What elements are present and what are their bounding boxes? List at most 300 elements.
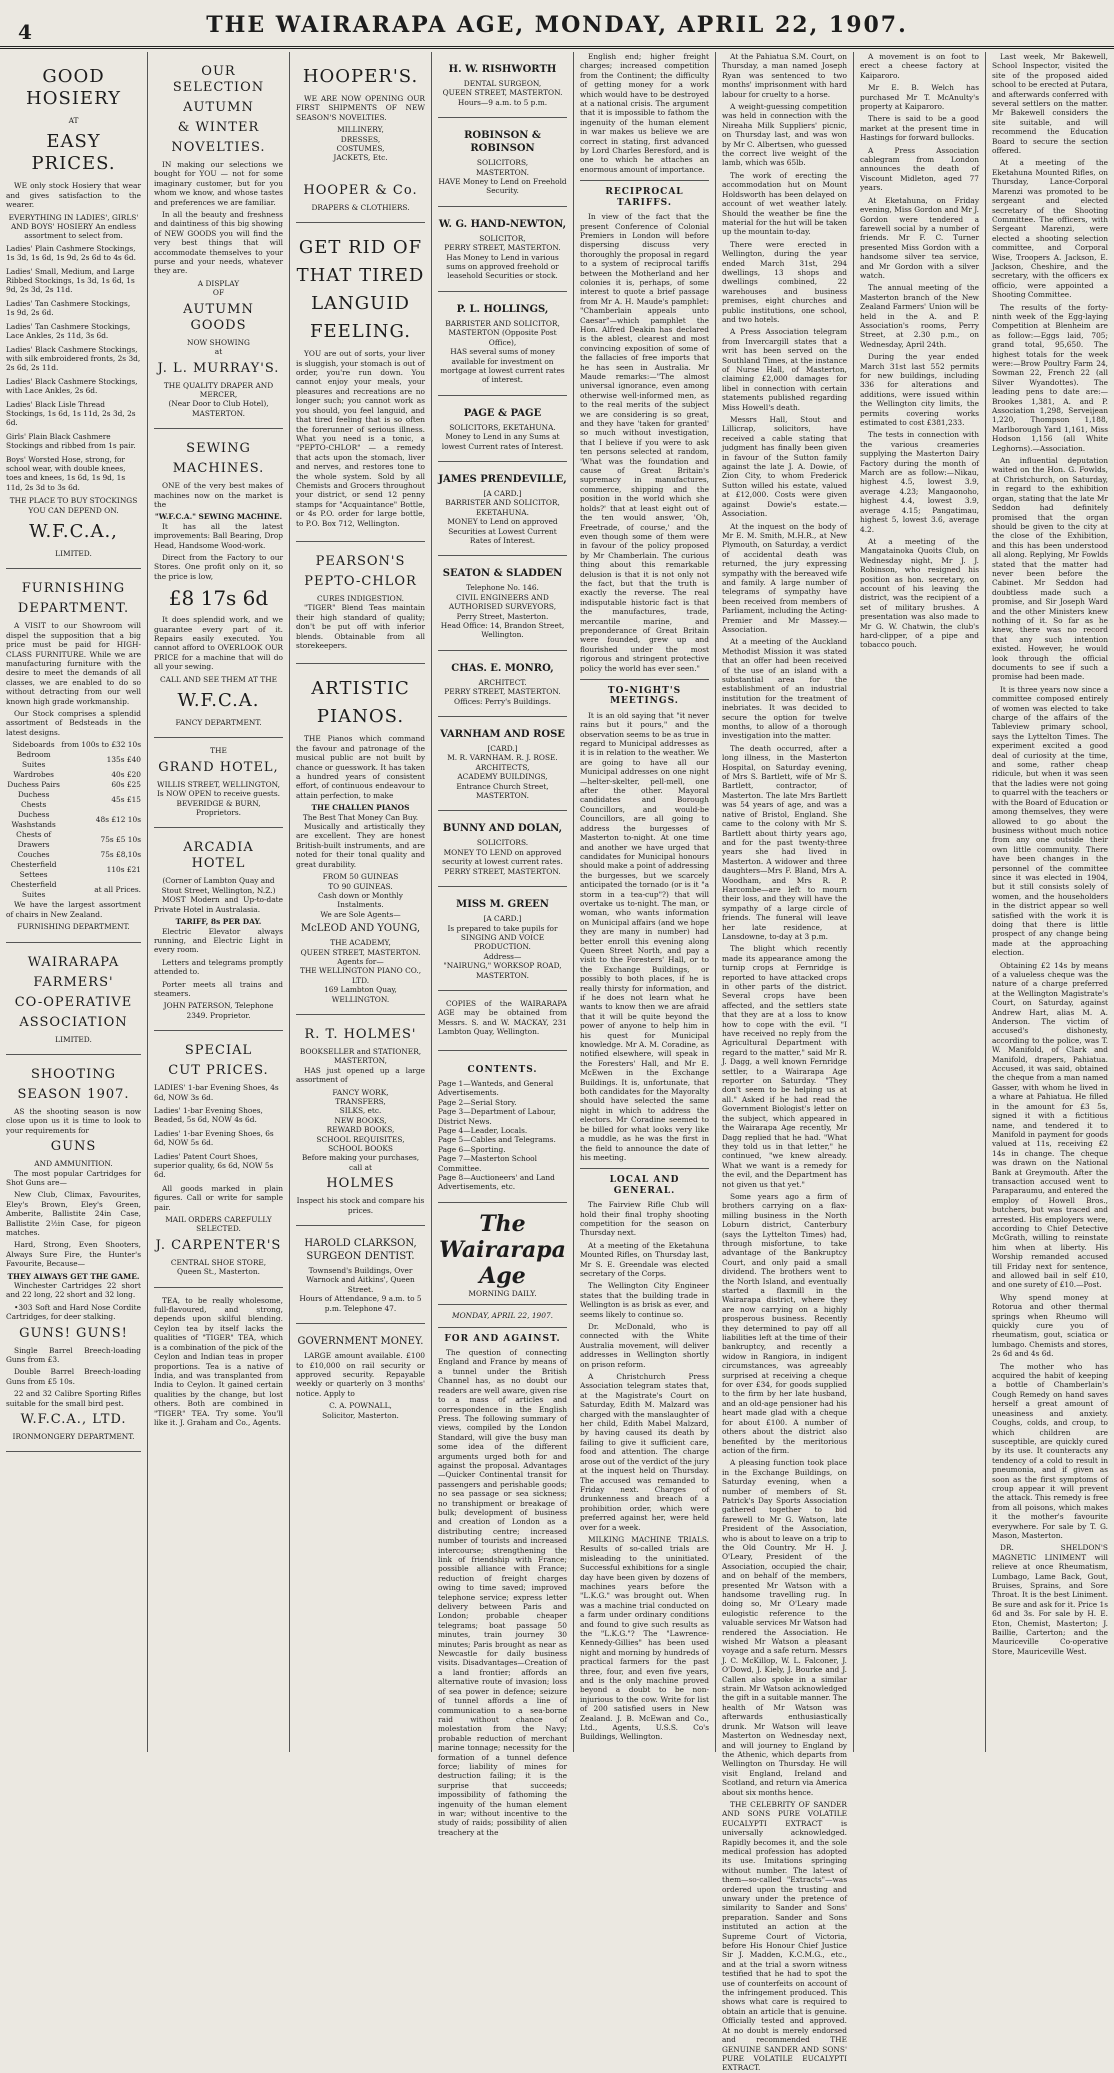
holmes-body-2: Before making your purchases, call at bbox=[301, 1153, 420, 1172]
arcadia-body: MOST Modern and Up-to-date Private Hotel in Australasia. bbox=[154, 895, 283, 914]
card-line: PERRY STREET, MASTERTON. bbox=[444, 866, 561, 876]
card-line: ACADEMY BUILDINGS, bbox=[457, 772, 548, 782]
card-name: SEATON & SLADDEN bbox=[442, 568, 563, 580]
sewing-body-2: It has all the latest improvements: Ball Bearing, Drop Head, Handsome Wood-work. bbox=[154, 521, 283, 550]
shooting-ammunition: AND AMMUNITION. bbox=[34, 1159, 113, 1169]
news-paragraph: The results of the forty-ninth week of the Egg-laying Competition at Blenheim are as follow:—Eggs laid, 705; grand total, 95,650. The highest totals for the week were:—Brow Poultry Farm 24, Sowman 22, French 22 (all Silver Wyandottes). The leading pens to date are:—Brookes 1,381, A. and P. Association 1,298, Serveijean 1,220, Thompson 1,188, Marlborough Yard 1,161, Miss Hodson 1,156 (all White Leghorns).—Association. bbox=[992, 302, 1108, 453]
arcadia-body-2: Electric Elevator always running, and Electric Light in every room. bbox=[154, 926, 283, 955]
professional-card bbox=[438, 118, 567, 207]
contents-heading: CONTENTS. bbox=[467, 1064, 538, 1075]
card-name: H. W. RISHWORTH bbox=[448, 64, 557, 75]
furnishing-dept: FURNISHING DEPARTMENT. bbox=[17, 922, 130, 932]
furnishing-heading: FURNISHING bbox=[21, 581, 126, 597]
news-paragraph: The blight which recently made its appearance among the turnip crops at Fernridge is reported to have attacked crops in other parts of the district. Several crops have been affected, and the settlers state that they are at a loss to know how to cope with the evil. "I have received no reply from the Agricultural Department with regard to the matter," said Mr R. J. Dagg, a well known Fernridge settler, to a Wairarapa Age reporter on Saturday. "They don't seem to be helping us at all." Asked if he had read the Government Biologist's letter on the subject, which appeared in the Wairarapa Age recently, Mr Dagg replied that he had. "What they told us in that letter," he continued, "we knew already. What we want is a remedy for the evil, and the Department has not given us that yet." bbox=[722, 944, 847, 1189]
local-paragraph: The Wellington City Engineer states that the building trade in Wellington is as brisk as ever, and seems likely to continue so. bbox=[580, 1281, 709, 1319]
selection-body: IN making our selections we bought for YOU — not for some imaginary customer, but for you whom we know, and whose tastes and preferences we are familiar. bbox=[154, 160, 283, 207]
special-heading-2: CUT PRICES. bbox=[168, 1063, 269, 1079]
pianos-agents: We are Sole Agents— bbox=[320, 909, 401, 919]
contents-item: Page 8—Auctioneers' and Land Advertisements, etc. bbox=[438, 1173, 555, 1192]
special-item: Ladies' 1-bar Evening Shoes, Beaded, 5s 6d, NOW 4s 6d. bbox=[154, 1105, 263, 1125]
table-row: Chesterfield Settees 110s £21 bbox=[10, 860, 141, 880]
shooting-guns-2: GUNS! GUNS! bbox=[19, 1325, 128, 1341]
mcleod-address: QUEEN STREET, MASTERTON. bbox=[300, 947, 421, 957]
hooper-item: MILLINERY, bbox=[337, 125, 384, 135]
tired-heading: THAT TIRED bbox=[296, 265, 425, 287]
shooting-guns: GUNS bbox=[50, 1139, 97, 1155]
arcadia-proprietor: JOHN PATERSON, Telephone 2349. Proprietor. bbox=[163, 1001, 274, 1020]
hooper-sub: DRAPERS & CLOTHIERS. bbox=[311, 202, 410, 212]
paper-date: MONDAY, APRIL 22, 1907. bbox=[452, 1311, 553, 1321]
card-line: Perry Street, Masterton. bbox=[456, 611, 549, 621]
holmes-item: FANCY WORK, bbox=[332, 1087, 389, 1097]
special-ad bbox=[154, 1031, 283, 1288]
pianos-to: TO 90 GUINEAS. bbox=[328, 881, 393, 891]
card-line: "NAIRUNG," WORKSOP ROAD, MASTERTON. bbox=[443, 961, 562, 980]
local-paragraph: MILKING MACHINE TRIALS. Results of so-called trials are misleading to the uninitiated. Successful exhibitions for a single day have been given by dozens of machines years before the "L.K.G." was brought out. When was a machine trial conducted on a farm under ordinary conditions and found to give such results as the "L.K.G."? The "Lawrence-Kennedy-Gillies" has been used night and morning by hundreds of practical farmers for the past three, four, and even five years, and is the only machine proved beyond a doubt to be non-injurious to the cow. Write for list of 200 satisfied users in New Zealand. J. B. McEwan and Co., Ltd., Agents, U.S.S. Co's Buildings, Wellington. bbox=[580, 1534, 709, 1742]
table-row: Chesterfield Suites at all Prices. bbox=[10, 880, 141, 900]
meetings-paragraph: It is an old saying that "it never rains but it pours," and the observation seems to be as true in regard to Municipal addresses as it is in relation to the weather. We are going to have all our Municipal addresses on one night—helter-skelter, pell-mell, one after the other. Mayoral candidates and Borough Councillors, and would-be Councillors, are all going to address the burgesses of Masterton to-night. At one time and another we have urged that candidates for Municipal honours should make a point of addressing the burgesses, but we scarcely anticipated the tornado (or is it "a storm in a tea-cup"?) that will overtake us to-night. The man, or woman, who wants information on Municipal affairs (and we hope they are many in number) had better enroll this evening along Queen Street North, and pay a visit to the Foresters' Hall, or to the Exchange Buildings, or possibly to both places, if he is really thirsty for information, and if he does not learn what he wants to know then we are afraid that it will be quite beyond the power of anyone to help him in his quest for Municipal knowledge. Mr A. M. Coradine, as notified elsewhere, will speak in the Foresters' Hall, and Mr E. McEwen in the Exchange Buildings. It is, unfortunate, that both candidates for the Mayoralty should have selected the same night in which to address the electors. Mr Coradine seemed to be billed for what looks very like a muddle, as he was the first in the field to announce the date of his meeting. bbox=[580, 710, 709, 1162]
news-paragraph: There were erected in Wellington, during the year ended March 31st, 294 dwellings, 13 shops and dwellings combined, 22 warehouses and business premises, eight churches and public institutions, one school, and two hotels. bbox=[722, 239, 847, 324]
tariffs-paragraph: In view of the fact that the present Conference of Colonial Premiers in London will before dispersing discuss very thoroughly the proposal in regard to a system of reciprocal tariffs between the Motherland and her colonies it is, perhaps, of some interest to quote a brief passage from Mr A. H. Maude's pamphlet: "Chamberlain appeals unto Caesar"—which pamphlet the Hon. Alfred Deakin has declared is the ablest, clearest and most convincing exposition of some of the fallacies of free imports that he has seen in Australia. Mr Maude remarks:—"The almost universal ignorance, even among otherwise well-informed men, as to the real merits of the subject we are considering is so great, and they have 'taken for granted' so much without investigation, that I believe if you were to ask ten persons selected at random, 'What was the foundation and cause of Great Britain's supremacy in manufactures, commerce, shipping and the position in the world which she holds?' that at least eight out of the ten would answer, 'Oh, Freetrade, of course,' and the even though some of them were in favour of the policy proposed by Mr Chamberlain. The curious thing about this remarkable delusion is that it is not only not the fact, but that the truth is exactly the reverse. The real indisputable historic fact is that the manufactures, trade, mercantile marine, and preponderance of Great Britain were founded, grew up and flourished under the most rigorous and stringent protective policy the world has ever seen." bbox=[580, 212, 709, 673]
table-row: Chests of Drawers 75s £5 10s bbox=[16, 830, 141, 850]
news-paragraph: The tests in connection with the various creameries supplying the Masterton Dairy Factory during the month of March are as follow:—Nikau, highest 4.5, lowest 3.9, average 4.23; Mangaonoho, highest 4.4, lowest 3.9, average 4.15; Pangatimau, highest 5, lowest 3.6, average 4.2. bbox=[860, 430, 979, 534]
clarkson-hours: Hours of Attendance, 9 a.m. to 5 p.m. Telephone 47. bbox=[299, 1294, 422, 1313]
paper-sub: MORNING DAILY. bbox=[468, 1288, 537, 1298]
card-line: Head Office: 14, Brandon Street, Wellington. bbox=[440, 621, 565, 640]
carpenter-address: Queen St., Masterton. bbox=[177, 1267, 260, 1277]
contents-item: Page 6—Sporting. bbox=[438, 1144, 506, 1154]
holmes-firm: HOLMES bbox=[326, 1176, 395, 1192]
sewing-body-3: Direct from the Factory to our Stores. One profit only on it, so the price is low, bbox=[154, 552, 283, 581]
selection-heading: OUR SELECTION bbox=[172, 64, 265, 95]
grand-line: Is NOW OPEN to receive guests. bbox=[157, 789, 280, 799]
table-row: Duchess Washstands 48s £12 10s bbox=[11, 810, 141, 830]
hooper-item: JACKETS, Etc. bbox=[333, 153, 388, 163]
selection-body-2: In all the beauty and freshness and daintiness of this big showing of NEW GOODS you will find the very best things that will accommodate themselves to your purse and your needs, whatever they are. bbox=[154, 210, 283, 276]
grand-hotel-name: GRAND HOTEL, bbox=[158, 759, 279, 775]
leader-continued: English end; higher freight charges; increased competition from the Continent; the difficulty of getting money for a work which would have to be destroyed at a national crisis. The argument that it is impossible to fathom the ingenuity of the human element in war makes us believe we are correct in stating, first advanced by Lord Charles Beresford, and is one to which he attaches an enormous amount of importance. bbox=[580, 52, 709, 174]
card-line: PERRY STREET, MASTERTON. bbox=[444, 687, 561, 697]
sewing-model: "W.F.C.A." SEWING MACHINE. bbox=[154, 512, 283, 522]
wfca-limited: LIMITED. bbox=[55, 1034, 92, 1044]
hosiery-sub: EVERYTHING IN LADIES', GIRLS' AND BOYS' HOSIERY An endless assortment to select from. bbox=[8, 212, 139, 241]
pianos-make: THE CHALLEN PIANOS bbox=[311, 803, 410, 813]
hosiery-item: Ladies' Tan Cashmere Stockings, 1s 9d, 2s 6d. bbox=[6, 298, 131, 318]
furnishing-heading-2: DEPARTMENT. bbox=[17, 601, 130, 617]
selection-ad bbox=[154, 52, 283, 429]
hosiery-heading-2: EASY PRICES. bbox=[31, 131, 116, 175]
wfca-line: CO-OPERATIVE bbox=[14, 994, 133, 1010]
clarkson-ad bbox=[296, 1226, 425, 1324]
news-paragraph: Some years ago a firm of brothers carrying on a flax-milling business in the North Loburn district, Canterbury (says the Lyttelton Times) had, through misfortune, to take advantage of the Bankruptcy Court, and only paid a small dividend. The brothers went to the North Island, and eventually started a flaxmill in the Wairarapa district, where they are now carrying on a highly prosperous business. Recently they determined to pay off all liabilities left at the time of their bankruptcy, and recently a widow in Rangiora, in indigent circumstances, was agreeably surprised at receiving a cheque for over £34, for goods supplied to the firm by her late husband, and an old-age pensioner had his heart made glad with a cheque for about £100. A number of others about the district also benefited by the meritorious action of the firm. bbox=[722, 1191, 847, 1455]
card-line: MONEY TO LEND on approved security at lowest current rates. bbox=[442, 847, 563, 867]
pownall-firm: C. A. POWNALL, bbox=[329, 1401, 392, 1411]
govt-money-body: LARGE amount available. £100 to £10,000 on rail security or approved security. Repayable weekly or quarterly on 3 months' notice. Apply to bbox=[296, 1351, 425, 1398]
shooting-body-2: The most popular Cartridges for Shot Guns are— bbox=[6, 1168, 141, 1187]
wfca-line: FARMERS' bbox=[33, 974, 114, 990]
hosiery-heading: GOOD HOSIERY bbox=[26, 66, 121, 109]
card-line: QUEEN STREET, MASTERTON. bbox=[442, 88, 563, 98]
pianos-agents-2: Agents for— bbox=[337, 956, 384, 966]
shooting-body-7: Single Barrel Breech-loading Guns from £3. bbox=[6, 1345, 141, 1365]
contents-item: Page 7—Masterton School Committee. bbox=[438, 1154, 537, 1173]
hosiery-limited: LIMITED. bbox=[55, 549, 92, 558]
shooting-body-4: Hard, Strong, Even Shooters, Always Sure Fire, the Hunter's Favourite, Because— bbox=[6, 1240, 141, 1269]
card-line: DENTAL SURGEON, bbox=[463, 79, 542, 88]
wfca-line: WAIRARAPA bbox=[27, 954, 120, 970]
card-line: Hours—9 a.m. to 5 p.m. bbox=[457, 97, 548, 107]
pianos-from: FROM 50 GUINEAS bbox=[322, 872, 399, 882]
pianos-body-2: Musically and artistically they are excellent. They are honest British-built instruments, and are noted for their tonal quality and great durability. bbox=[296, 822, 425, 869]
professional-card bbox=[438, 52, 567, 118]
sewing-body: ONE of the very best makes of machines now on the market is the bbox=[154, 481, 283, 509]
pianos-heading-2: PIANOS. bbox=[316, 706, 405, 728]
grand-line: WILLIS STREET, WELLINGTON, bbox=[157, 779, 280, 789]
carpenter-firm: J. CARPENTER'S bbox=[155, 1237, 282, 1253]
card-line: EKETAHUNA. bbox=[475, 507, 529, 517]
news-paragraph: A weight-guessing competition was held in connection with the Nireaha Milk Suppliers' picnic, on Thursday last, and was won by Mr C. Albertsen, who guessed the correct live weight of the lamb, which was 65lb. bbox=[722, 102, 847, 168]
tired-heading: FEELING. bbox=[309, 321, 412, 343]
professional-card bbox=[438, 207, 567, 292]
card-name: CHAS. E. MONRO, bbox=[451, 662, 554, 674]
table-row: Couches 75s £8,10s bbox=[17, 850, 141, 860]
shooting-tagline: THEY ALWAYS GET THE GAME. bbox=[7, 1271, 140, 1281]
card-line: Offices: Perry's Buildings. bbox=[454, 696, 551, 706]
card-line: BARRISTER AND SOLICITOR, bbox=[445, 498, 560, 508]
professional-cards bbox=[438, 52, 567, 991]
local-news-continued-3 bbox=[992, 52, 1108, 1656]
card-line: ARCHITECT. bbox=[478, 677, 527, 687]
arcadia-body-4: Porter meets all trains and steamers. bbox=[154, 979, 283, 998]
wfca-line: ASSOCIATION bbox=[19, 1014, 128, 1030]
local-paragraph: A Christchurch Press Association telegram states that, at the Magistrate's Court on Saturday, Edith M. Malzard was charged with the manslaughter of her child, Edith Mabel Malzard, by having caused its death by failing to give it sufficient care, food and attention. The charge arose out of the verdict of the jury at the inquest held on Thursday. The accused was remanded to Friday next. Charges of drunkenness and breach of a prohibition order, which were preferred against her, were held over for a week. bbox=[580, 1372, 709, 1532]
news-paragraph: Obtaining £2 14s by means of a valueless cheque was the nature of a charge preferred at the Wellington Magistrate's Court, on Saturday, against Andrew Hart, alias M. A. Anderson. The victim of accused's dishonesty, according to the police, was T. W. Manifold, of Clark and Manifold, drapers, Pahiatua. Accused, it was said, obtained the cheque from a man named Gasser, with whom he lived in a whare at Pahiatua. He filled in the amount for £3 5s, signed it with a fictitious name, and tendered it to Manifold in payment for goods valued at 11s, receiving £2 14s in change. The cheque was drawn on the National Bank at Greymouth. After the transaction accused went to Paraparaumu, and entered the employ of Howell Bros., butchers, but was traced and arrested. His employers were, according to Chief Detective McGrath, willing to reinstate him when at liberty. His Worship remanded accused till Friday next for sentence, and allowed bail in self £10, and one surety of £10.—Post. bbox=[992, 960, 1108, 1290]
table-row: Bedroom Suites 135s £40 bbox=[16, 750, 141, 770]
card-line: SOLICITORS, bbox=[476, 158, 529, 168]
holmes-item: REWARD BOOKS, bbox=[326, 1125, 395, 1135]
pianos-tag: The Best That Money Can Buy. bbox=[302, 812, 419, 822]
paper-name: The Wairarapa Age bbox=[439, 1210, 566, 1289]
furnishing-body: A VISIT to our Showroom will dispel the supposition that a big price must be paid for HIGH-CLASS FURNITURE. While we are manufacturing furniture with the desire to meet the demands of all classes, we are enabled to do so without detracting from our well known high grade workmanship. bbox=[6, 621, 141, 706]
shooting-body-5: Winchester Cartridges 22 short and 22 long, 22 short and 32 long. bbox=[6, 1281, 141, 1300]
shooting-body-6: •303 Soft and Hard Nose Cordite Cartridges, for deer stalking. bbox=[6, 1302, 141, 1322]
card-line: ARCHITECTS, bbox=[475, 762, 530, 772]
card-name: MISS M. GREEN bbox=[456, 899, 549, 911]
hooper-firm: HOOPER & Co. bbox=[303, 182, 418, 198]
news-paragraph: At Eketahuna, on Friday evening, Miss Gordon and Mr J. Gordon were tendered a farewell social by a number of friends. Mr F. C. Turner presented Miss Gordon with a handsome silver tea service, and Mr Gordon with a silver watch. bbox=[860, 195, 979, 280]
card-name: ROBINSON & ROBINSON bbox=[464, 130, 541, 155]
furnishing-body-2: Our Stock comprises a splendid assortment of Bedsteads in the latest designs. bbox=[6, 709, 141, 737]
contents-item: Page 3—Department of Labour, District News. bbox=[438, 1107, 556, 1126]
professional-card bbox=[438, 887, 567, 991]
hosiery-item: Ladies' Black Lisle Thread Stockings, 1s 6d, 1s 11d, 2s 3d, 2s 6d. bbox=[6, 399, 136, 428]
hosiery-item: Girls' Plain Black Cashmere Stockings and ribbed from 1s pair. bbox=[6, 431, 136, 451]
card-line: MASTERTON. bbox=[475, 167, 530, 177]
newspaper-title: THE WAIRARAPA AGE, MONDAY, APRIL 22, 1907. bbox=[206, 12, 908, 38]
professional-card bbox=[438, 396, 567, 462]
hosiery-item: Ladies' Black Cashmere Stockings, with Lace Ankles, 2s 6d. bbox=[6, 376, 138, 396]
news-paragraph: THE CELEBRITY OF SANDER AND SONS PURE VOLATILE EUCALYPTI EXTRACT is universally acknowledged. Rapidly becomes it, and the sole medical profession has adopted its use. Imitations springing without number. The latest of them—so-called "Extracts"—was ordered upon the trusting and unwary under the pretence of similarity to Sander and Sons' preparation. Sander and Sons instituted an action at the Supreme Court of Victoria, before His Honour Chief Justice Sir J. Madden, K.C.M.G., etc., and at the trial a sworn witness testified that he had to spot the use of counterfeits on account of the infringement produced. This shows what care is required to obtain an article that is genuine. Officially tested and approved. At no doubt is merely endorsed and recommended THE GENUINE SANDER AND SONS' PURE VOLATILE EUCALYPTI EXTRACT. bbox=[722, 1799, 847, 2073]
news-paragraph: A Press Association telegram from Invercargill states that a writ has been served on the Southland Times, at the instance of Nurse Hall, of Masterton, claiming £2,000 damages for libel in connection with certain statements published regarding Miss Howell's death. bbox=[722, 327, 847, 412]
contents-item: Page 1—Wanteds, and General Advertisements. bbox=[438, 1078, 554, 1098]
sewing-body-4: It does splendid work, and we guarantee every part of it. Repairs easily executed. You cannot afford to OVERLOOK OUR PRICE for a machine that will do all your sewing. bbox=[154, 615, 283, 672]
card-line: SOLICITOR, bbox=[479, 233, 526, 243]
card-line: PERRY STREET, MASTERTON. bbox=[444, 243, 561, 253]
professional-card bbox=[438, 556, 567, 650]
display-line: OF bbox=[212, 288, 225, 298]
govt-money-ad bbox=[296, 1324, 425, 1430]
tired-ad bbox=[296, 223, 425, 542]
column-5 bbox=[573, 52, 715, 1752]
copies-text: COPIES of the WAIRARAPA AGE may be obtained from Messrs. S. and W. MACKAY, 231 Lambton Quay, Wellington. bbox=[438, 998, 567, 1037]
professional-card bbox=[438, 811, 567, 887]
pianos-body: THE Pianos which command the favour and patronage of the musical public are not built by chance or guesswork. It has taken a hundred years of consistent effort, of continuous endeavour to attain perfection, to make bbox=[296, 734, 425, 800]
shooting-body: AS the shooting season is now close upon us it is time to look to your requirements for bbox=[6, 1106, 141, 1135]
news-paragraph: A Press Association cablegram from London announces the death of Viscount Midleton, aged 77 years. bbox=[860, 145, 979, 193]
shooting-body-9: 22 and 32 Calibre Sporting Rifles suitable for the small bird pest. bbox=[6, 1389, 141, 1408]
murray-firm: J. L. MURRAY'S. bbox=[157, 360, 280, 376]
hosiery-footer-2: YOU CAN DEPEND ON. bbox=[28, 505, 119, 515]
news-paragraph: DR. SHELDON'S MAGNETIC LINIMENT will relieve at once Rheumatism, Lumbago, Lame Back, Gout, Bruises, Sprains, and Sore Throat. It is the best Liniment. Be sure and ask for it. Price 1s 6d and 3s. For sale by H. E. Eton, Chemist, Masterton; J. Baillie, Carterton; and the Mauriceville Co-operative Store, Mauriceville West. bbox=[992, 1543, 1108, 1656]
sewing-dept: FANCY DEPARTMENT. bbox=[175, 718, 262, 728]
tea-ad bbox=[154, 1288, 283, 1441]
display-heading: AUTUMN GOODS bbox=[183, 301, 254, 333]
news-paragraph: At the inquest on the body of Mr E. M. Smith, M.H.R., at New Plymouth, on Saturday, a verdict of accidental death was returned, the jury expressing sympathy with the bereaved wife and family. A large number of telegrams of sympathy have been received from members of Parliament, including the Acting-Premier and Mr Massey.—Association. bbox=[722, 521, 847, 634]
pearson-sub: CURES INDIGESTION. bbox=[316, 593, 405, 603]
card-line: [A CARD.] bbox=[483, 488, 522, 498]
sewing-price: £8 17s 6d bbox=[168, 586, 269, 611]
hosiery-intro: WE only stock Hosiery that wear and gives satisfaction to the wearer. bbox=[6, 181, 141, 210]
news-paragraph: It is three years now since a committee composed entirely of women was elected to take charge of the affairs of the Tableview primary school, says the Lyttelton Times. The experiment excited a good deal of curiosity at the time, and some, rather cheap ridicule, but when it was seen that the ladies were not going to quarrel with the teachers or with the Board of Education or among themselves, they were allowed to go about the business without much notice from any one outside their own little community. There have been changes in the personnel of the committee since it was elected in 1904, but it still consists solely of women, and the householders in the district appear so well satisfied with the work it is doing that there is little prospect of any change being made at the approaching election. bbox=[992, 684, 1108, 958]
holmes-ad bbox=[296, 1015, 425, 1226]
special-item: LADIES' 1-bar Evening Shoes, 4s 6d, NOW 3s 6d. bbox=[154, 1083, 279, 1102]
card-name: BUNNY AND DOLAN, bbox=[442, 823, 563, 835]
shooting-heading: SHOOTING bbox=[30, 1066, 117, 1082]
murray-address: (Near Door to Club Hotel), MASTERTON. bbox=[168, 399, 269, 418]
holmes-heading: R. T. HOLMES' bbox=[304, 1026, 417, 1042]
contents-item: Page 4—Leader, Locals. bbox=[438, 1126, 528, 1135]
news-paragraph: The death occurred, after a long illness, in the Masterton Hospital, on Saturday evening, of Mrs S. Bartlett, wife of Mr S. Bartlett, contractor, of Masterton. The late Mrs Bartlett was 54 years of age, and was a native of Bristol, England. She came to the colony with Mr S. Bartlett about thirty years ago, and for the past twenty-three years she had lived in Masterton. A widower and three daughters—Mrs F. Bland, Mrs A. Woodham, and Mrs R. P. Harcombe—are left to mourn their loss, and they will have the sympathy of a large circle of friends. The funeral will leave her late residence, at Lansdowne, to-day at 3 p.m. bbox=[722, 743, 847, 941]
shooting-firm: W.F.C.A., LTD. bbox=[20, 1412, 127, 1428]
selection-heading-3: & WINTER bbox=[177, 120, 260, 135]
arcadia-body-3: Letters and telegrams promptly attended to. bbox=[154, 957, 283, 977]
news-paragraph: At a meeting of the Mangatainoka Quoits Club, on Wednesday night, Mr J. J. Robinson, who resigned his position as hon. secretary, on account of his leaving the district, was the recipient of a set of military brushes. A presentation was also made to Mr G. W. Chatwin, the club's hard-clipper, of a pipe and tobacco pouch. bbox=[860, 536, 979, 650]
card-line: SOLICITORS. bbox=[476, 838, 529, 848]
special-body: All goods marked in plain figures. Call or write for sample pair. bbox=[154, 1183, 283, 1212]
hosiery-item: Ladies' Small, Medium, and Large Ribbed Stockings, 1s 3d, 1s 6d, 1s 9d, 2s 3d, 2s 11d. bbox=[6, 266, 135, 295]
arcadia-heading: ARCADIA HOTEL bbox=[183, 840, 254, 872]
column-8 bbox=[985, 52, 1114, 1752]
column-2 bbox=[147, 52, 289, 1752]
column-4 bbox=[431, 52, 573, 1837]
card-line: [A CARD.] bbox=[483, 914, 522, 924]
pearson-tiger-body: "TIGER" Blend Teas maintain their high standard of quality; don't be put off with inferior blends. Obtainable from all storekeepers. bbox=[296, 603, 425, 650]
clarkson-heading: HAROLD CLARKSON, SURGEON DENTIST. bbox=[304, 1238, 417, 1263]
card-line: [CARD.] bbox=[487, 744, 518, 754]
news-paragraph: There is said to be a good market at the present time in Hastings for forward bullocks. bbox=[860, 114, 979, 143]
holmes-item: SCHOOL BOOKS bbox=[328, 1144, 393, 1154]
pownall-sub: Solicitor, Masterton. bbox=[322, 1410, 399, 1420]
hosiery-footer: THE PLACE TO BUY STOCKINGS bbox=[9, 496, 138, 506]
news-paragraph: Why spend money at Rotorua and other thermal springs when Rheumo will quickly cure you of rheumatism, gout, sciatica or lumbago. Chemists and stores, 2s 6d and 4s 6d. bbox=[992, 1292, 1108, 1359]
hooper-heading: HOOPER'S. bbox=[302, 66, 419, 87]
hosiery-item: Ladies' Tan Cashmere Stockings, Lace Ankles, 2s 11d, 3s 6d. bbox=[6, 321, 131, 341]
column-7 bbox=[853, 52, 985, 1752]
column-3 bbox=[289, 52, 431, 1752]
piano-co-firm: THE WELLINGTON PIANO CO., LTD. bbox=[299, 966, 422, 985]
wfca-ad bbox=[6, 943, 141, 1055]
professional-card bbox=[438, 717, 567, 811]
arcadia-sub: (Corner of Lambton Quay and Stout Street, Wellington, N.Z.) bbox=[161, 876, 276, 895]
holmes-item: TRANSFERS, bbox=[335, 1097, 386, 1106]
professional-card bbox=[438, 462, 567, 556]
card-line: Has Money to Lend in various sums on approved freehold or leasehold Securities or stock. bbox=[446, 252, 559, 281]
card-name: W. G. HAND-NEWTON, bbox=[438, 218, 567, 230]
pearson-heading: PEARSON'S bbox=[315, 553, 406, 569]
tired-body: YOU are out of sorts, your liver is sluggish, your stomach is out of order, you're run down. You cannot enjoy your meals, your pleasures and recreations are no longer such; you cannot work as you should, you feel languid, and that tired feeling that is so often the forerunner of serious illness. What you need is a tonic, a "PEPTO-CHLOR" — a remedy that acts upon the stomach, liver and nerves, and restores tone to the whole system. Sold by all Chemists and Grocers throughout your district, or send 12 penny stamps for "Acquaintance" Bottle, or 4s P.O. order for large bottle, to P.O. Box 712, Wellington. bbox=[296, 349, 425, 528]
card-line: HAS several sums of money available for investment on mortgage at lowest current rates of interest. bbox=[440, 347, 565, 385]
leader-paragraph: The question of connecting England and France by means of a tunnel under the British Channel has, as no doubt our readers are well aware, given rise to a mass of articles and correspondence in the English Press. The following summary of views, compiled by the London Standard, will give the busy man some idea of the different arguments urged both for and against the proposal. Advantages—Quicker Continental transit for passengers and perishable goods; no sea passage or sea sickness; no transhipment or breakage of bulk; development of business and creation of London as a distributing centre; increased number of tourists and increased intercourse; strengthening the link of friendship with France; possible alliance with France; reduction of freight charges owing to time saved; improved telephone service; express letter delivery between Paris and London; probable cheaper telegrams; boat passage 50 minutes, train journey 30 minutes; Paris brought as near as Newcastle for daily business visits. Disadvantages—Creation of a land frontier; affords an alternative route of invasion; loss of sea power in defence; seizure of tunnel affords a line of communication to a sea-borne raid without chance of molestation from the Navy; probable reduction of merchant marine tonnage; necessity for the formation of a tunnel defence force; liability of mines for destruction failing; it is the surprise that succeeds; impossibility of fathoming the ingenuity of the human element in war; without incentive to the study of raids; possibility of alien treachery at the bbox=[438, 1348, 567, 1837]
murray-sub: THE QUALITY DRAPER AND MERCER, bbox=[163, 380, 274, 399]
selection-heading-2: AUTUMN bbox=[183, 100, 254, 115]
news-paragraph: A pleasing function took place in the Exchange Buildings, on Saturday evening, when a number of members of St. Patrick's Day Sports Association gathered together to bid farewell to Mr G. Watson, late President of the Association, who is about to leave on a trip to the Old Country. Mr H. J. O'Leary, President of the Association, occupied the chair, and on behalf of the members, presented Mr Watson with a handsome travelling rug. In doing so, Mr O'Leary made eulogistic reference to the valuable services Mr Watson had rendered the Association. He wished Mr Watson a pleasant voyage and a safe return. Messrs J. C. McKillop, W. L. Falconer, J. O'Dowd, J. Kiely, J. Bourke and J. Callen also spoke in a similar strain. Mr Watson acknowledged the gift in a suitable manner. The health of Mr Watson was afterwards enthusiastically drunk. Mr Watson will leave Masterton on Wednesday next, and will journey to England by the Athenic, which departs from Wellington on Thursday. He will visit England, Ireland and Scotland, and return via America about six months hence. bbox=[722, 1458, 847, 1797]
news-paragraph: Messrs Hall, Stout and Lillicrap, solicitors, have received a cable stating that judgment has finally been given in favour of the Sutton family against the late J. A. Dowie, of Zion City, to whom Frederick Sutton willed his estate, valued at £12,000. Costs were given against Dowie's estate.—Association. bbox=[722, 415, 847, 519]
pianos-heading: ARTISTIC bbox=[311, 678, 410, 700]
sewing-ad bbox=[154, 429, 283, 738]
grand-hotel-ad bbox=[154, 738, 283, 828]
news-paragraph: The mother who has acquired the habit of keeping a bottle of Chamberlain's Cough Remedy on hand saves herself a great amount of uneasiness and anxiety. Coughs, colds, and croup, to which children are susceptible, are quickly cured by its use. It counteracts any tendency of a cold to result in pneumonia, and if given as soon as the first symptoms of croup appear it will prevent the attack. This remedy is free from all poisons, which makes it the mother's favourite everywhere. For sale by T. G. Mason, Masterton. bbox=[992, 1361, 1108, 1540]
holmes-item: SCHOOL REQUISITES, bbox=[316, 1134, 405, 1144]
holmes-sub: BOOKSELLER and STATIONER, MASTERTON, bbox=[299, 1046, 422, 1066]
special-heading: SPECIAL bbox=[184, 1043, 253, 1059]
local-paragraph: At a meeting of the Eketahuna Mounted Rifles, on Thursday last, Mr S. E. Greendale was elected secretary of the Corps. bbox=[580, 1240, 709, 1278]
display-line: at bbox=[214, 347, 223, 357]
holmes-item: SILKS, etc. bbox=[339, 1106, 382, 1116]
furnishing-price-table bbox=[6, 740, 141, 900]
special-mail: MAIL ORDERS CAREFULLY SELECTED. bbox=[165, 1215, 272, 1234]
news-paragraph: The annual meeting of the Masterton branch of the New Zealand Farmers' Union will be held in the A. and P. Association's rooms, Perry Street, at 2.30 p.m., on Wednesday, April 24th. bbox=[860, 283, 979, 349]
tired-heading: GET RID OF bbox=[298, 237, 423, 259]
hooper-body: WE ARE NOW OPENING OUR FIRST SHIPMENTS OF NEW SEASON'S NOVELTIES. bbox=[296, 94, 425, 122]
hooper-item: COSTUMES, bbox=[336, 144, 385, 154]
arcadia-tariff: TARIFF, 8s PER DAY. bbox=[175, 917, 262, 927]
contents-item: Page 5—Cables and Telegrams. bbox=[438, 1135, 556, 1145]
card-line: Address— bbox=[483, 951, 522, 961]
card-line: Is prepared to take pupils for SINGING AND VOICE PRODUCTION. bbox=[447, 923, 558, 952]
local-news-continued-2 bbox=[860, 52, 979, 650]
column-6 bbox=[715, 52, 853, 2073]
display-line: NOW SHOWING bbox=[187, 337, 250, 347]
page-number: 4 bbox=[18, 20, 32, 44]
grand-line: THE bbox=[210, 746, 227, 756]
card-line: Money to Lend in any Sums at lowest Current rates of Interest. bbox=[441, 432, 564, 451]
govt-money-heading: GOVERNMENT MONEY. bbox=[297, 1336, 424, 1348]
card-name: PAGE & PAGE bbox=[463, 407, 542, 419]
copies-notice bbox=[438, 991, 567, 1051]
news-paragraph: At a meeting of the Eketahuna Mounted Rifles, on Thursday, Lance-Corporal Marenzi was promoted to be sergeant and elected secretary of the Shooting Committee. The officers, with Sergeant Marenzi, were elected a shooting selection committee, and Corporal Wise, Troopers A. Jackson, E. Jackson, Cheshire, and the secretary, with the officers ex officio, were appointed a Shooting Committee. bbox=[992, 158, 1108, 300]
paper-nameplate bbox=[438, 1203, 567, 1850]
grand-line: BEVERIDGE & BURN, Proprietors. bbox=[176, 798, 261, 818]
news-paragraph: During the year ended March 31st last 552 permits for new buildings, including 336 for alterations and additions, were issued within the Wellington city limits, the permits covering works estimated to cost £381,233. bbox=[860, 352, 979, 428]
card-line: MASTERTON (Opposite Post Office), bbox=[448, 328, 557, 347]
sewing-heading: SEWING bbox=[186, 441, 251, 457]
pianos-ad bbox=[296, 664, 425, 1015]
sewing-firm: W.F.C.A. bbox=[177, 690, 260, 712]
card-line: MONEY to Lend on approved Securities at Lowest Current Rates of Interest. bbox=[447, 517, 558, 545]
mcleod-sub: THE ACADEMY, bbox=[330, 938, 391, 948]
selection-heading-4: NOVELTIES. bbox=[171, 140, 266, 155]
holmes-body-3: Inspect his stock and compare his prices. bbox=[296, 1196, 425, 1215]
hosiery-item: Ladies' Black Cashmere Stockings, with silk embroidered fronts, 2s 3d, 2s 6d, 2s 11d. bbox=[6, 344, 141, 373]
local-paragraph: The Fairview Rifle Club will hold their final trophy shooting competition for the season on Thursday next. bbox=[580, 1200, 709, 1238]
local-heading: LOCAL AND GENERAL. bbox=[609, 1175, 680, 1196]
hosiery-item: Boys' Worsted Hose, strong, for school wear, with double knees, toes and knees, 1s 6d, 1s 9d, 1s 11d, 2s 3d to 3s 6d. bbox=[6, 454, 126, 492]
tired-heading: LANGUID bbox=[311, 293, 410, 315]
local-news-continued bbox=[722, 52, 847, 2073]
shooting-dept: IRONMONGERY DEPARTMENT. bbox=[12, 1432, 135, 1442]
holmes-body: HAS just opened up a large assortment of bbox=[296, 1065, 425, 1085]
hosiery-at: AT bbox=[68, 116, 79, 125]
card-name: JAMES PRENDEVILLE, bbox=[438, 473, 567, 485]
pianos-terms: Cash down or Monthly Instalments. bbox=[318, 890, 403, 910]
card-line: Entrance Church Street, MASTERTON. bbox=[456, 781, 549, 801]
news-paragraph: At a meeting of the Auckland Methodist Mission it was stated that an offer had been received of the use of an island with a substantial area for the establishment of an industrial institution for the treatment of inebriates. It was decided to secure the option for twelve months, to allow of a thorough investigation into the matter. bbox=[722, 637, 847, 741]
hosiery-firm: W.F.C.A., bbox=[29, 521, 118, 542]
contents-box bbox=[438, 1051, 567, 1203]
sewing-heading-2: MACHINES. bbox=[172, 461, 265, 477]
news-paragraph: Last week, Mr Bakewell, School Inspector, visited the site of the proposed aided school to be erected at Putara, and afterwards conferred with several settlers on the matter. Mr Bakewell considers the site suitable, and will recommend the Education Board to secure the section offered. bbox=[992, 52, 1108, 156]
table-row: Sideboards from 100s to £32 10s bbox=[12, 740, 141, 750]
mcleod-firm: McLEOD AND YOUNG, bbox=[300, 923, 421, 935]
sewing-cta: CALL AND SEE THEM AT THE bbox=[159, 674, 278, 684]
card-name: VARNHAM AND ROSE bbox=[440, 729, 565, 741]
professional-card bbox=[438, 292, 567, 396]
card-line: SOLICITORS, EKETAHUNA. bbox=[449, 422, 556, 432]
professional-card bbox=[438, 651, 567, 717]
card-line: HAVE Money to Lend on Freehold Security. bbox=[438, 177, 567, 196]
table-row: Duchess Chests 45s £15 bbox=[17, 790, 141, 810]
local-paragraph: Dr. McDonald, who is connected with the White Australia movement, will deliver addresses in Wellington shortly on prison reform. bbox=[580, 1322, 709, 1369]
card-line: Telephone No. 146. bbox=[466, 583, 539, 593]
pearson-heading-2: PEPTO-CHLOR bbox=[304, 573, 417, 589]
display-line: A DISPLAY bbox=[197, 278, 240, 288]
furnishing-note: We have the largest assortment of chairs in New Zealand. bbox=[6, 900, 141, 919]
furnishing-ad bbox=[6, 569, 141, 942]
news-paragraph: An influential deputation waited on the Hon. G. Fowlds, at Christchurch, on Saturday, in regard to the exhibition organ, stating that the late Mr Seddon had definitely promised that the organ should be given to the city at the close of the Exhibition, and this has been understood all along. Replying, Mr Fowlds stated that the matter had never been before the Cabinet. Mr Seddon had doubtless made such a promise, and Sir Joseph Ward and the other Ministers knew nothing of it. So far as he knew, there was no record that any such intention existed. However, he would look through the official documents to see if such a promise had been made. bbox=[992, 456, 1108, 682]
news-paragraph: At the Pahiatua S.M. Court, on Thursday, a man named Joseph Ryan was sentenced to two months' imprisonment with hard labour for cruelty to a horse. bbox=[722, 52, 847, 99]
tea-body: TEA, to be really wholesome, full-flavoured, and strong, depends upon skilful blending. Ceylon tea by itself lacks the qualities of "TIGER" TEA, which is a combination of the pick of the Ceylon and Indian teas in proper proportions. Tea is a native of India, and was transplanted from India to Ceylon. It gained certain qualities by the change, but lost others. Both are combined in "TIGER" TEA. Try some. You'll like it. J. Graham and Co., Agents. bbox=[154, 1295, 283, 1427]
shooting-body-8: Double Barrel Breech-loading Guns from £5 10s. bbox=[6, 1367, 141, 1386]
leader-heading: FOR AND AGAINST. bbox=[444, 1333, 561, 1344]
hosiery-ad bbox=[6, 52, 141, 569]
news-paragraph: A movement is on foot to erect a cheese factory at Kaiparoro. bbox=[860, 52, 979, 80]
news-paragraph: The work of erecting the accommodation hut on Mount Holdsworth has been delayed on account of wet weather lately. Should the weather be fine the material for the hut will be taken up the mountain to-day. bbox=[722, 170, 847, 237]
pearson-ad bbox=[296, 542, 425, 664]
news-paragraph: Mr E. B. Welch has purchased Mr T. McAnulty's property at Kaiparoro. bbox=[860, 83, 979, 112]
meetings-heading: TO-NIGHT'S MEETINGS. bbox=[607, 686, 682, 707]
card-name: P. L. HOLLINGS, bbox=[456, 303, 549, 315]
special-item: Ladies' 1-bar Evening Shoes, 6s 6d, NOW 5s 6d. bbox=[154, 1128, 274, 1148]
hosiery-item: Ladies' Plain Cashmere Stockings, 1s 3d, 1s 6d, 1s 9d, 2s 6d to 4s 6d. bbox=[6, 243, 136, 263]
hooper-item: DRESSES, bbox=[340, 134, 381, 144]
card-line: M. R. VARNHAM. R. J. ROSE. bbox=[447, 753, 558, 763]
shooting-heading-2: SEASON 1907. bbox=[17, 1086, 130, 1102]
carpenter-sub: CENTRAL SHOE STORE, bbox=[170, 1257, 267, 1267]
table-row: Wardrobes 40s £20 bbox=[13, 770, 141, 780]
tariffs-heading: RECIPROCAL TARIFFS. bbox=[605, 187, 684, 208]
column-1 bbox=[0, 52, 147, 1752]
holmes-item: NEW BOOKS, bbox=[334, 1115, 387, 1125]
